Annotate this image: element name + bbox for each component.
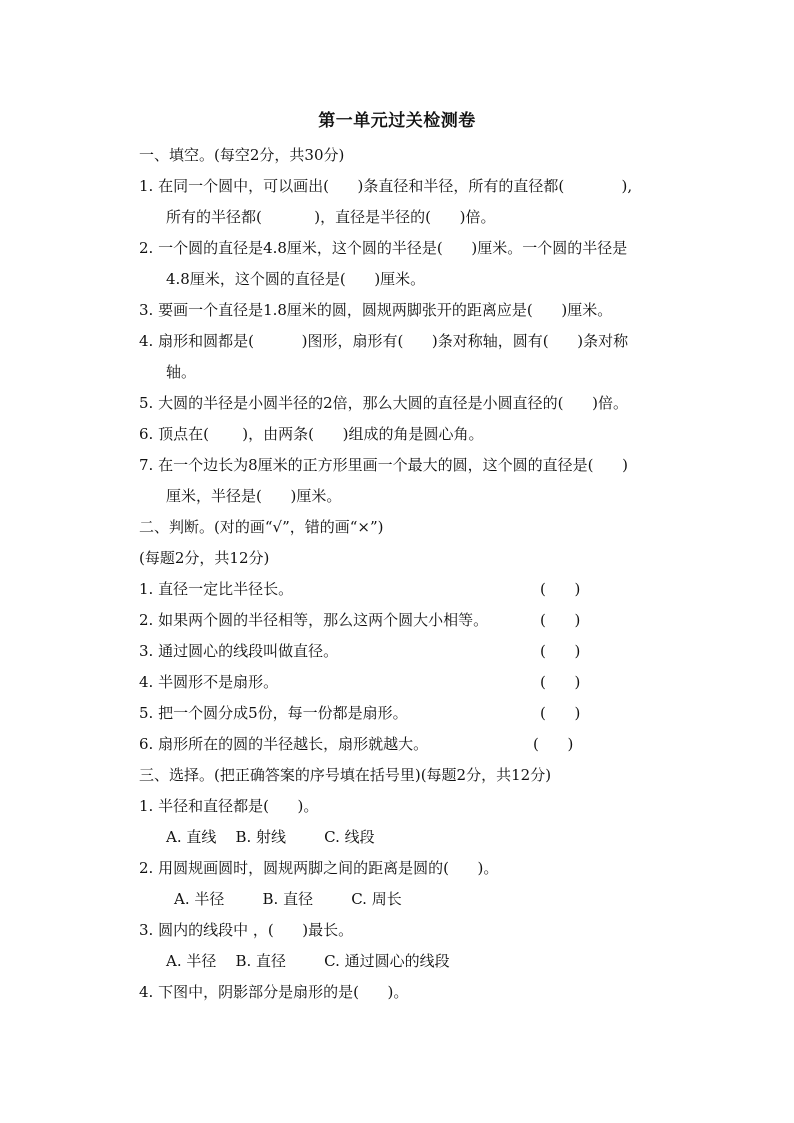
choice-question-1: 1. 半径和直径都是( )。: [139, 797, 319, 815]
fill-question-3: 3. 要画一个直径是1.8厘米的圆，圆规两脚张开的距离应是( )厘米。: [139, 301, 613, 319]
choice-question-3-options: A. 半径 B. 直径 C. 通过圆心的线段: [166, 952, 450, 970]
section-3-heading: 三、选择。(把正确答案的序号填在括号里)(每题2分，共12分): [139, 766, 552, 784]
fill-question-5: 5. 大圆的半径是小圆半径的2倍，那么大圆的直径是小圆直径的( )倍。: [139, 394, 628, 412]
choice-question-1-options: A. 直线 B. 射线 C. 线段: [166, 828, 375, 846]
judge-question-5: 5. 把一个圆分成5份，每一份都是扇形。: [139, 704, 408, 722]
judge-question-6: 6. 扇形所在的圆的半径越长，扇形就越大。: [139, 735, 429, 753]
fill-question-1-cont: 所有的半径都( )，直径是半径的( )倍。: [166, 208, 496, 226]
fill-question-2-cont: 4.8厘米，这个圆的直径是( )厘米。: [166, 270, 426, 288]
judge-question-2: 2. 如果两个圆的半径相等，那么这两个圆大小相等。: [139, 611, 489, 629]
judge-answer-paren-1: ( ): [540, 580, 581, 598]
choice-question-4: 4. 下图中，阴影部分是扇形的是( )。: [139, 983, 409, 1001]
judge-answer-paren-3: ( ): [540, 642, 581, 660]
section-2-heading: 二、判断。(对的画“√”，错的画“×”): [139, 518, 384, 536]
page-title: 第一单元过关检测卷: [318, 111, 476, 131]
section-2-subheading: (每题2分，共12分): [139, 549, 270, 567]
section-1-heading: 一、填空。(每空2分，共30分): [139, 146, 345, 164]
fill-question-4-cont: 轴。: [166, 363, 197, 381]
judge-question-4: 4. 半圆形不是扇形。: [139, 673, 279, 691]
choice-question-3: 3. 圆内的线段中 ，( )最长。: [139, 921, 354, 939]
fill-question-7: 7. 在一个边长为8厘米的正方形里画一个最大的圆，这个圆的直径是( ): [139, 456, 628, 474]
fill-question-1: 1. 在同一个圆中，可以画出( )条直径和半径，所有的直径都( ),: [139, 177, 633, 195]
fill-question-7-cont: 厘米，半径是( )厘米。: [166, 487, 342, 505]
fill-question-6: 6. 顶点在( )，由两条( )组成的角是圆心角。: [139, 425, 484, 443]
judge-question-1: 1. 直径一定比半径长。: [139, 580, 294, 598]
judge-answer-paren-4: ( ): [540, 673, 581, 691]
judge-answer-paren-6: ( ): [533, 735, 574, 753]
choice-question-2-options: A. 半径 B. 直径 C. 周长: [174, 890, 402, 908]
judge-answer-paren-5: ( ): [540, 704, 581, 722]
fill-question-2: 2. 一个圆的直径是4.8厘米，这个圆的半径是( )厘米。一个圆的半径是: [139, 239, 628, 257]
fill-question-4: 4. 扇形和圆都是( )图形，扇形有( )条对称轴，圆有( )条对称: [139, 332, 629, 350]
choice-question-2: 2. 用圆规画圆时，圆规两脚之间的距离是圆的( )。: [139, 859, 499, 877]
judge-answer-paren-2: ( ): [540, 611, 581, 629]
judge-question-3: 3. 通过圆心的线段叫做直径。: [139, 642, 339, 660]
